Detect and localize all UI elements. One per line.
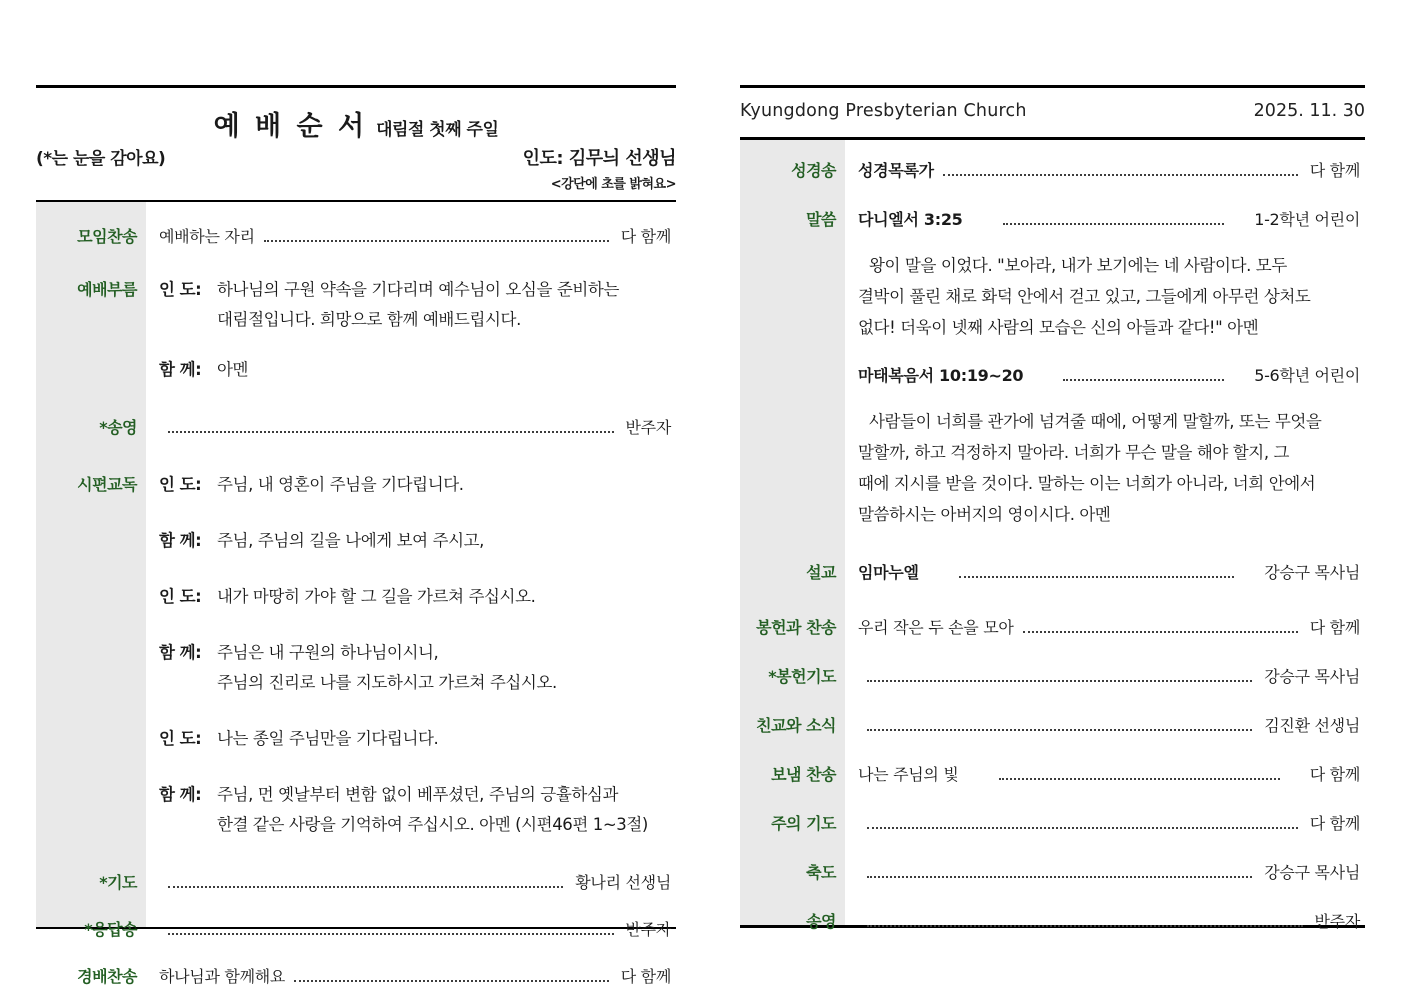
speaker-label: 함 께: <box>159 785 202 804</box>
sermon-title: 임마누엘 <box>858 563 919 582</box>
service-leader: 인도: 김무늬 선생님 <box>522 148 676 169</box>
dialog-line <box>159 638 671 698</box>
page-left <box>36 85 676 986</box>
dialog-text-line: 주님은 내 구원의 하나님이시니, <box>217 643 439 662</box>
passage-line: 말할까, 하고 걱정하지 말아라. 너희가 무슨 말을 해야 할지, 그 <box>858 443 1290 462</box>
scripture-passage-matthew <box>740 406 1365 530</box>
service-row-call-to-worship <box>36 275 676 385</box>
dotted-leader <box>264 240 609 242</box>
dialog-text-line: 주님의 진리로 나를 지도하시고 가르쳐 주십시오. <box>217 673 557 692</box>
dialog-text-line: 하나님의 구원 약속을 기다리며 예수님이 오심을 준비하는 <box>217 280 620 299</box>
speaker-label: 함 께: <box>159 531 202 550</box>
row-performer: 다 함께 <box>1309 765 1360 784</box>
dotted-leader <box>867 680 1252 682</box>
row-performer: 황나리 선생님 <box>575 873 671 892</box>
dialog-line <box>159 526 671 556</box>
service-row-benediction <box>740 860 1365 883</box>
dialog-line <box>159 355 671 385</box>
row-label: 예배부름 <box>77 280 137 299</box>
dotted-leader <box>168 431 614 433</box>
church-name: Kyungdong Presbyterian Church <box>740 101 1027 121</box>
dialog-line <box>159 470 671 500</box>
row-performer: 다 함께 <box>620 227 671 246</box>
row-label: 경배찬송 <box>77 967 137 986</box>
dialog-text: 내가 마땅히 가야 할 그 길을 가르쳐 주십시오. <box>217 587 536 606</box>
meta-row <box>36 144 676 170</box>
order-of-worship-table-left <box>36 200 676 986</box>
service-date: 2025. 11. 30 <box>1253 101 1365 121</box>
row-label: 설교 <box>806 563 836 582</box>
row-performer: 강승구 목사님 <box>1264 667 1360 686</box>
row-performer: 다 함께 <box>620 967 671 986</box>
dialog-text <box>217 638 671 698</box>
passage-line: 결박이 풀린 채로 화덕 안에서 걷고 있고, 그들에게 아무런 상처도 <box>858 287 1311 306</box>
row-performer: 다 함께 <box>1309 618 1360 637</box>
scripture-passage-daniel <box>740 250 1365 343</box>
service-row-offering-prayer <box>740 664 1365 687</box>
dialog-text <box>217 275 671 335</box>
dialog-line <box>159 724 671 754</box>
row-label: 보냄 찬송 <box>771 765 836 784</box>
passage-line: 말씀하시는 아버지의 영이시다. 아멘 <box>858 505 1111 524</box>
page-right <box>740 85 1365 931</box>
row-label: 축도 <box>806 863 836 882</box>
row-performer: 반주자 <box>625 920 671 939</box>
service-row-sending-hymn <box>740 762 1365 785</box>
dialog-text: 주님, 내 영혼이 주님을 기다립니다. <box>217 475 464 494</box>
row-performer: 1-2학년 어린이 <box>1254 210 1360 229</box>
service-row-psalm-reading <box>36 470 676 840</box>
row-label: *송영 <box>99 418 137 437</box>
service-row-sermon <box>740 560 1365 583</box>
song-title: 하나님과 함께해요 <box>159 967 286 986</box>
row-label: 시편교독 <box>77 475 137 494</box>
song-title: 우리 작은 두 손을 모아 <box>858 618 1014 637</box>
service-row-worship-hymn <box>36 964 676 987</box>
dialog-line <box>159 275 671 335</box>
row-label: *봉헌기도 <box>768 667 836 686</box>
service-row-scripture-matthew <box>740 363 1365 386</box>
service-row-scripture-song <box>740 158 1365 181</box>
speaker-label: 함 께: <box>159 643 202 662</box>
dialog-text-line: 한결 같은 사랑을 기억하여 주십시오. 아멘 (시편46편 1~3절) <box>217 815 648 834</box>
dotted-leader <box>867 827 1298 829</box>
dotted-leader <box>168 933 614 935</box>
row-performer: 김진환 선생님 <box>1264 716 1360 735</box>
row-label: 모임찬송 <box>77 227 137 246</box>
speaker-label: 인 도: <box>159 729 202 748</box>
row-performer: 5-6학년 어린이 <box>1254 366 1360 385</box>
dialog-text <box>217 780 671 840</box>
song-title: 예배하는 자리 <box>159 227 255 246</box>
candle-note: <강단에 초를 밝혀요> <box>550 177 676 192</box>
dialog-line <box>159 780 671 840</box>
service-row-lords-prayer <box>740 811 1365 834</box>
service-row-gathering-hymn <box>36 224 676 247</box>
song-title: 성경목록가 <box>858 161 934 180</box>
passage-line: 없다! 더욱이 넷째 사람의 모습은 신의 아들과 같다!" 아멘 <box>858 318 1259 337</box>
speaker-label: 인 도: <box>159 587 202 606</box>
row-label: *기도 <box>99 873 137 892</box>
service-row-response-song <box>36 917 676 940</box>
speaker-label: 인 도: <box>159 280 202 299</box>
row-label: 성경송 <box>791 161 836 180</box>
row-label: 말씀 <box>806 210 836 229</box>
dotted-leader <box>999 778 1280 780</box>
dotted-leader <box>1003 223 1225 225</box>
row-performer: 다 함께 <box>1309 161 1360 180</box>
service-row-scripture-daniel <box>740 207 1365 230</box>
dotted-leader <box>959 576 1235 578</box>
dialog-text-line: 대림절입니다. 희망으로 함께 예배드립시다. <box>217 310 521 329</box>
service-row-closing-doxology <box>740 909 1365 932</box>
dotted-leader <box>294 980 609 982</box>
dotted-leader <box>867 729 1252 731</box>
page-title: 예 배 순 서 <box>213 111 368 142</box>
page-title-block <box>36 104 676 142</box>
dotted-leader <box>943 174 1298 176</box>
service-row-doxology <box>36 415 676 438</box>
service-row-offering-hymn <box>740 615 1365 638</box>
dotted-leader <box>168 886 563 888</box>
dotted-leader <box>1023 631 1298 633</box>
order-of-worship-table-right <box>740 137 1365 931</box>
row-performer: 강승구 목사님 <box>1264 863 1360 882</box>
speaker-label: 함 께: <box>159 360 202 379</box>
row-label: *응답송 <box>84 920 137 939</box>
row-label: 송영 <box>806 912 836 931</box>
passage-line: 왕이 말을 이었다. "보아라, 내가 보기에는 네 사람이다. 모두 <box>869 256 1287 275</box>
row-label: 주의 기도 <box>771 814 836 833</box>
row-performer: 다 함께 <box>1309 814 1360 833</box>
dialog-line <box>159 582 671 612</box>
scripture-reference: 마태복음서 10:19~20 <box>858 366 1024 385</box>
eyes-closed-note: (*는 눈을 감아요) <box>36 149 166 169</box>
row-performer: 강승구 목사님 <box>1264 563 1360 582</box>
row-performer: 반주자 <box>1314 912 1360 931</box>
dotted-leader <box>1063 379 1224 381</box>
dotted-leader <box>867 876 1252 878</box>
page-subtitle: 대림절 첫째 주일 <box>376 120 499 140</box>
dialog-text: 아멘 <box>217 360 249 379</box>
row-performer: 반주자 <box>625 418 671 437</box>
dialog-text: 주님, 주님의 길을 나에게 보여 주시고, <box>217 531 484 550</box>
dotted-leader <box>867 925 1303 927</box>
service-row-prayer <box>36 870 676 893</box>
row-label: 봉헌과 찬송 <box>756 618 836 637</box>
dialog-text: 나는 종일 주님만을 기다립니다. <box>217 729 439 748</box>
passage-line: 때에 지시를 받을 것이다. 말하는 이는 너희가 아니라, 너희 안에서 <box>858 474 1316 493</box>
dialog-text-line: 주님, 먼 옛날부터 변함 없이 베푸셨던, 주님의 긍휼하심과 <box>217 785 619 804</box>
passage-line: 사람들이 너희를 관가에 넘겨줄 때에, 어떻게 말할까, 또는 무엇을 <box>869 412 1322 431</box>
row-label: 친교와 소식 <box>756 716 836 735</box>
song-title: 나는 주님의 빛 <box>858 765 959 784</box>
church-header <box>740 101 1365 128</box>
scripture-reference: 다니엘서 3:25 <box>858 210 963 229</box>
service-row-fellowship-news <box>740 713 1365 736</box>
speaker-label: 인 도: <box>159 475 202 494</box>
